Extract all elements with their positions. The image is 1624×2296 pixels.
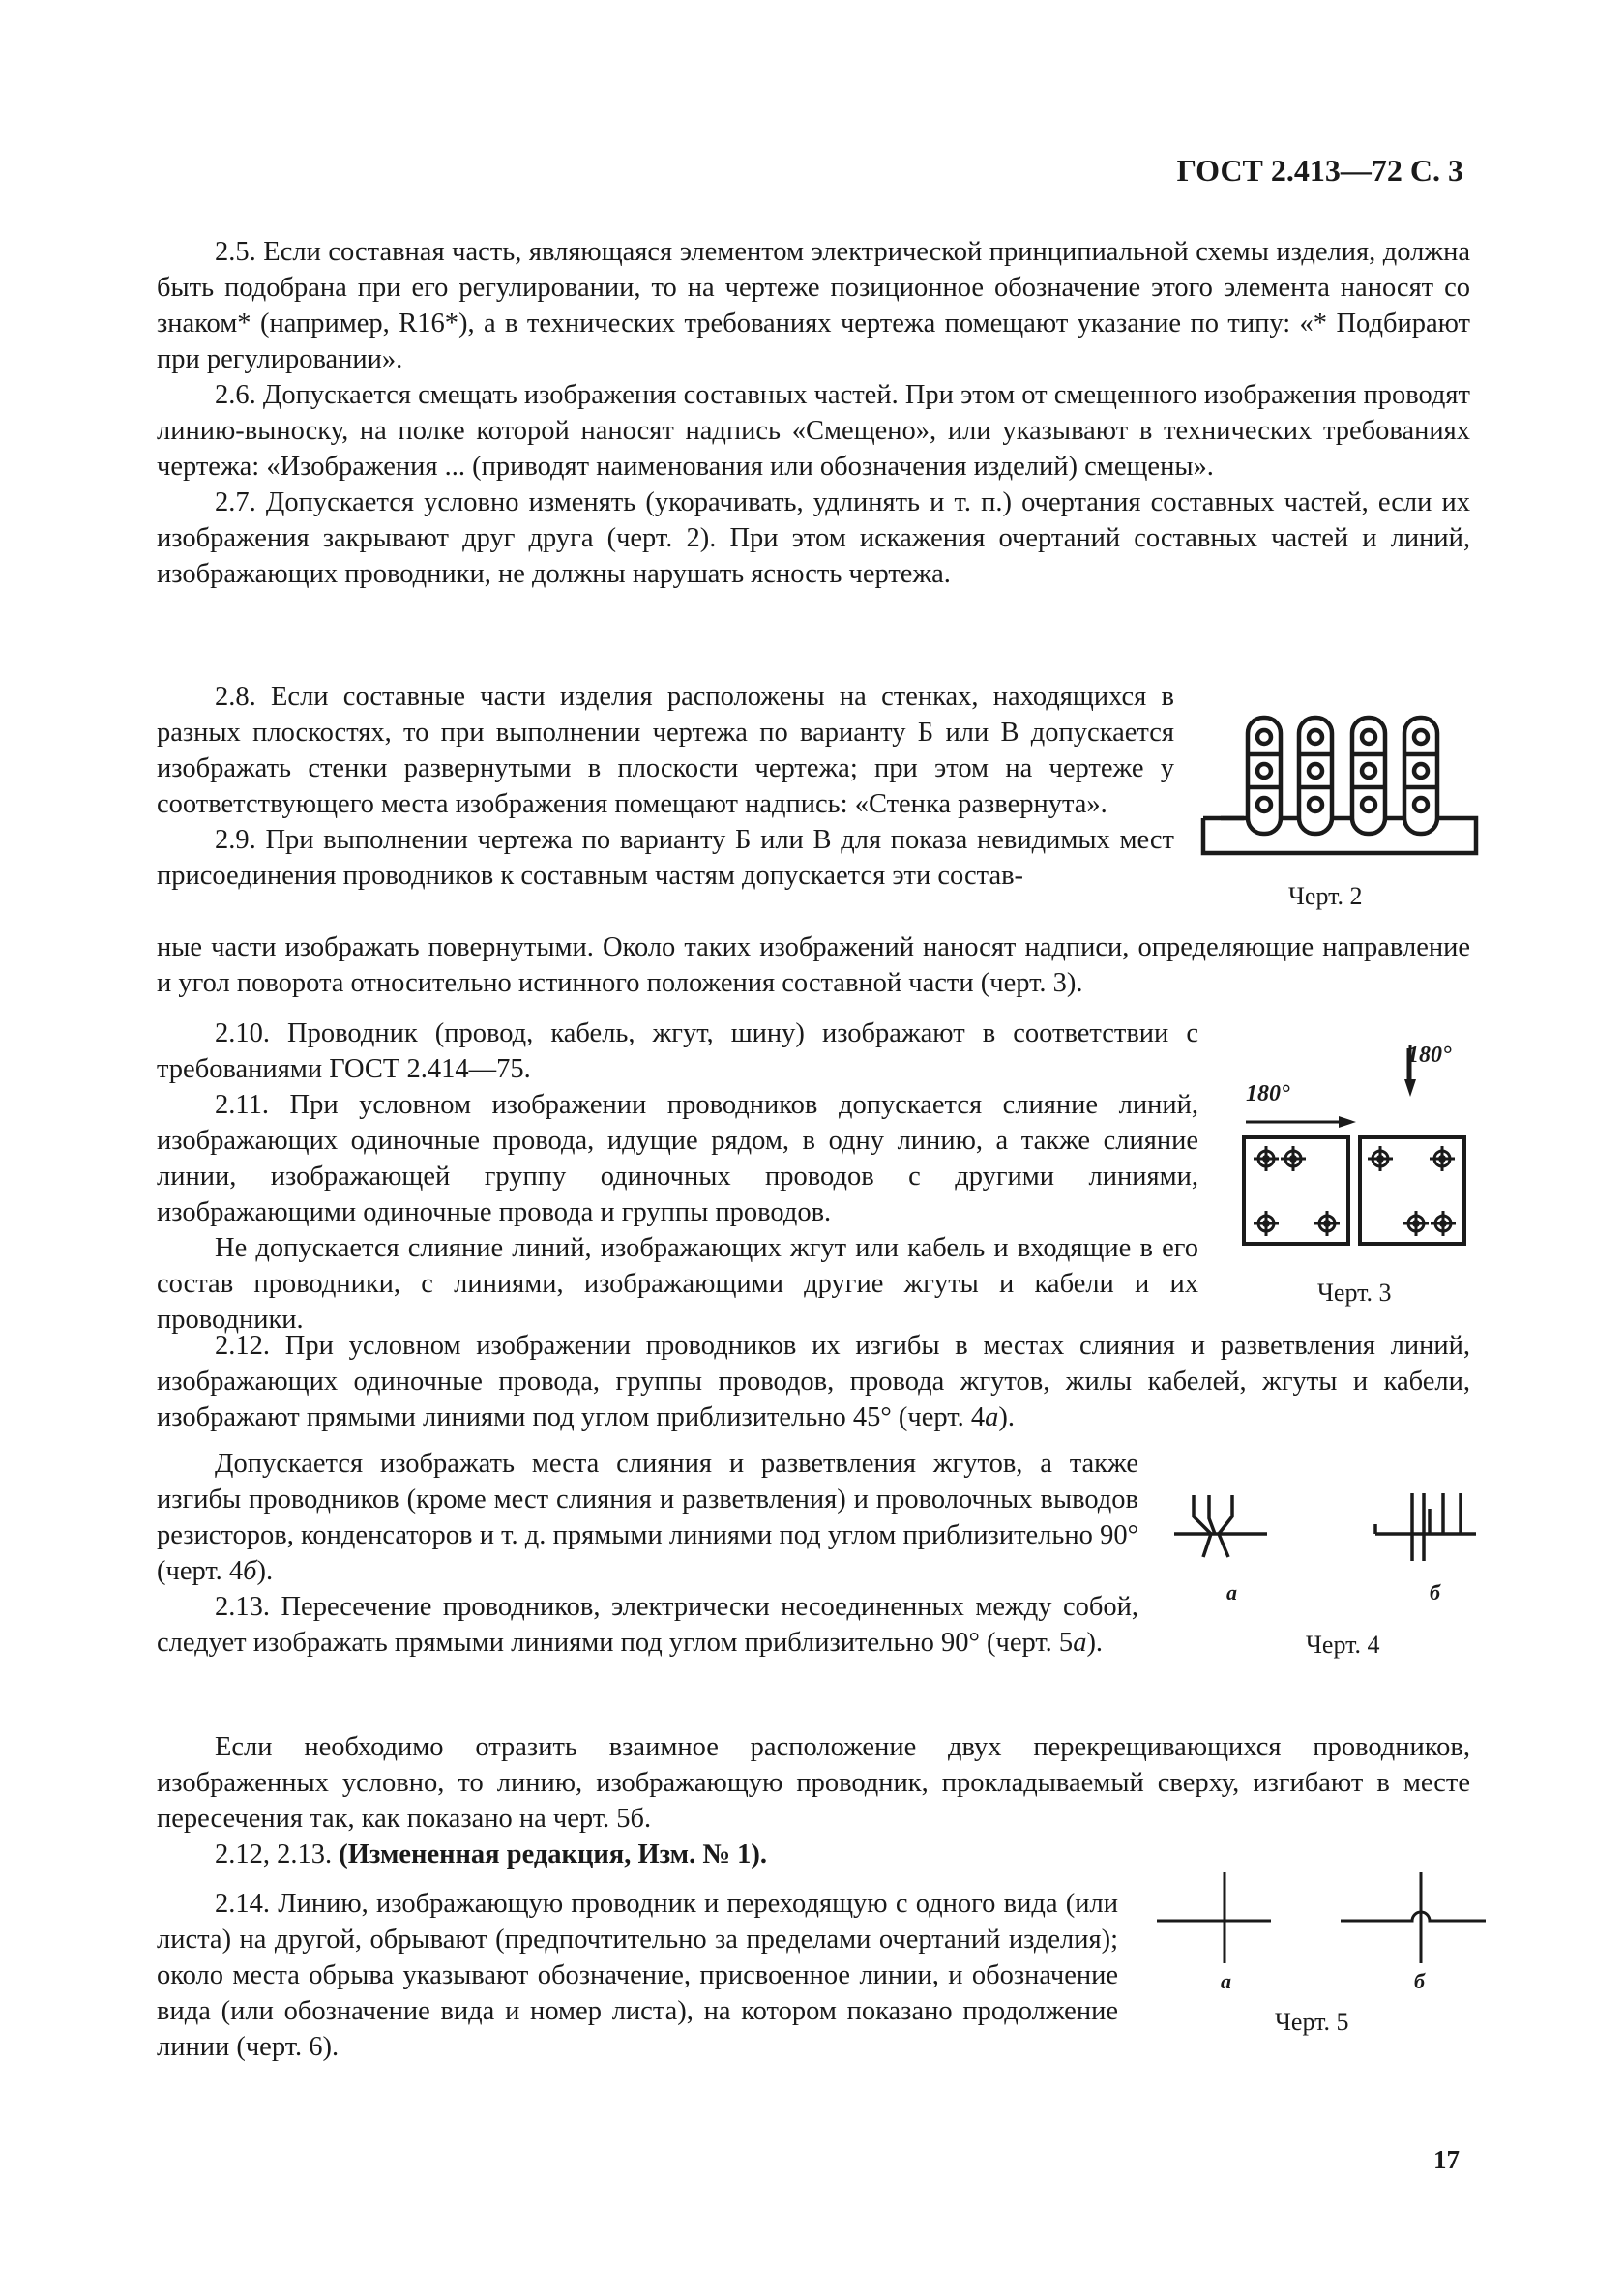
text-block-top <box>157 234 1470 592</box>
figure-3-angle-horizontal: 180° <box>1246 1081 1290 1106</box>
paragraph-2-12-ref: а <box>985 1402 999 1432</box>
text-block-2-9-cont <box>157 929 1470 1001</box>
text-block-2-12 <box>157 1328 1470 1435</box>
figure-2-caption: Черт. 2 <box>1288 882 1363 910</box>
figure-4-label-a: а <box>1226 1580 1237 1604</box>
paragraph-2-13-b: Если необходимо отразить взаимное расположение двух перекрещивающихся проводников, изображенных условно, то линию, изображающую проводник, прокладываемый сверху, изгибают в месте пересечения так, как показано на черт. 5б. <box>157 1732 1470 1834</box>
figure-5-b <box>1339 1870 1493 1967</box>
paragraph-2-11-b: Не допускается слияние линий, изображающих жгут или кабель и входящие в его состав проводники, с линиями, изображающими другие жгуты и кабели и их проводники. <box>157 1233 1198 1335</box>
text-block-2-8 <box>157 679 1174 894</box>
amendment-bold: (Измененная редакция, Изм. № 1). <box>339 1840 767 1869</box>
text-block-2-13-b <box>157 1729 1470 1872</box>
figure-3 <box>1238 1045 1490 1257</box>
figure-4-b <box>1373 1489 1480 1567</box>
figure-3-angle-vertical: 180° <box>1407 1043 1452 1068</box>
figure-4-label-b: б <box>1430 1580 1440 1604</box>
figure-5-a <box>1157 1870 1273 1967</box>
paragraph-2-12-b-end: ). <box>256 1556 274 1586</box>
paragraph-2-12-b-text: Допускается изображать места слияния и разветвления жгутов, а также изгибы проводников (кроме мест слияния и разветвления) и проволочных выводов резисторов, конденсаторов и т. д. прямыми линиями под углом приблизительно 90° (черт. 4 <box>157 1449 1138 1586</box>
figure-2 <box>1199 710 1480 855</box>
page-number: 17 <box>1433 2145 1460 2174</box>
figure-5-label-b: б <box>1414 1969 1425 1993</box>
paragraph-2-13-text: 2.13. Пересечение проводников, электрически несоединенных между собой, следует изображать прямыми линиями под углом приблизительно 90° (черт. 5 <box>157 1592 1138 1658</box>
figure-4-a <box>1172 1489 1269 1567</box>
figure-4-caption: Черт. 4 <box>1306 1631 1380 1659</box>
paragraph-2-8: 2.8. Если составные части изделия расположены на стенках, находящихся в разных плоскостях, то при выполнении чертежа по варианту Б или В допускается изображать стенки развернутыми в плоскости чертежа; при этом на чертеже у соответствующего места изображения помещают надпись: «Стенка развернута». <box>157 682 1174 819</box>
text-block-2-12-b <box>157 1446 1138 1661</box>
paragraph-2-11: 2.11. При условном изображении проводников допускается слияние линий, изображающих одиночные провода, идущие рядом, в одну линию, а также слияние линии, изображающей группу одиночных проводов с другими линиями, изображающими одиночные провода и группы проводов. <box>157 1090 1198 1227</box>
paragraph-2-12-b <box>157 1446 1138 1589</box>
amendment-note <box>157 1837 1470 1872</box>
page-header: ГОСТ 2.413—72 С. 3 <box>1176 153 1463 188</box>
text-block-2-10 <box>157 1016 1198 1338</box>
paragraph-2-14: 2.14. Линию, изображающую проводник и переходящую с одного вида (или листа) на другой, обрывают (предпочтительно за пределами очертаний изделия); около места обрыва указывают обозначение, присвоенное линии, и обозначение вида (или обозначение вида и номер листа), на котором показано продолжение линии (черт. 6). <box>157 1889 1118 2062</box>
figure-5-label-a: а <box>1221 1969 1231 1993</box>
paragraph-2-9-continued: ные части изображать повернутыми. Около таких изображений наносят надписи, определяющие направление и угол поворота относительно истинного положения составной части (черт. 3). <box>157 932 1470 998</box>
paragraph-2-12-text: 2.12. При условном изображении проводников их изгибы в местах слияния и разветвления линий, изображающих одиночные провода, группы проводов, провода жгутов, жилы кабелей, жгуты и кабели, изображают прямыми линиями под углом приблизительно 45° (черт. 4 <box>157 1331 1470 1432</box>
paragraph-2-10: 2.10. Проводник (провод, кабель, жгут, шину) изображают в соответствии с требованиями ГОСТ 2.414—75. <box>157 1018 1198 1084</box>
paragraph-2-9: 2.9. При выполнении чертежа по варианту Б или В для показа невидимых мест присоединения проводников к составным частям допускается эти состав- <box>157 825 1174 891</box>
figure-5-caption: Черт. 5 <box>1275 2008 1349 2036</box>
paragraph-2-12-end: ). <box>998 1402 1015 1432</box>
paragraph-2-12 <box>157 1328 1470 1435</box>
amendment-prefix: 2.12, 2.13. <box>215 1840 340 1869</box>
paragraph-2-13 <box>157 1589 1138 1661</box>
paragraph-2-13-ref: а <box>1073 1628 1087 1658</box>
text-block-2-14 <box>157 1886 1118 2065</box>
paragraph-2-6: 2.6. Допускается смещать изображения составных частей. При этом от смещенного изображения проводят линию-выноску, на полке которой наносят надпись «Смещено», или указывают в технических требованиях чертежа: «Изображения ... (приводят наименования или обозначения изделий) смещены». <box>157 380 1470 482</box>
paragraph-2-12-b-ref: б <box>243 1556 257 1586</box>
figure-3-caption: Черт. 3 <box>1317 1279 1392 1307</box>
paragraph-2-5: 2.5. Если составная часть, являющаяся элементом электрической принципиальной схемы изделия, должна быть подобрана при его регулировании, то на чертеже позиционное обозначение этого элемента наносят со знаком* (например, R16*), а в технических требованиях чертежа помещают указание по типу: «* Подбирают при регулировании». <box>157 237 1470 374</box>
paragraph-2-13-end: ). <box>1086 1628 1104 1658</box>
paragraph-2-7: 2.7. Допускается условно изменять (укорачивать, удлинять и т. п.) очертания составных частей, если их изображения закрывают друг друга (черт. 2). При этом искажения очертаний составных частей и линий, изображающих проводники, не должны нарушать ясность чертежа. <box>157 487 1470 589</box>
